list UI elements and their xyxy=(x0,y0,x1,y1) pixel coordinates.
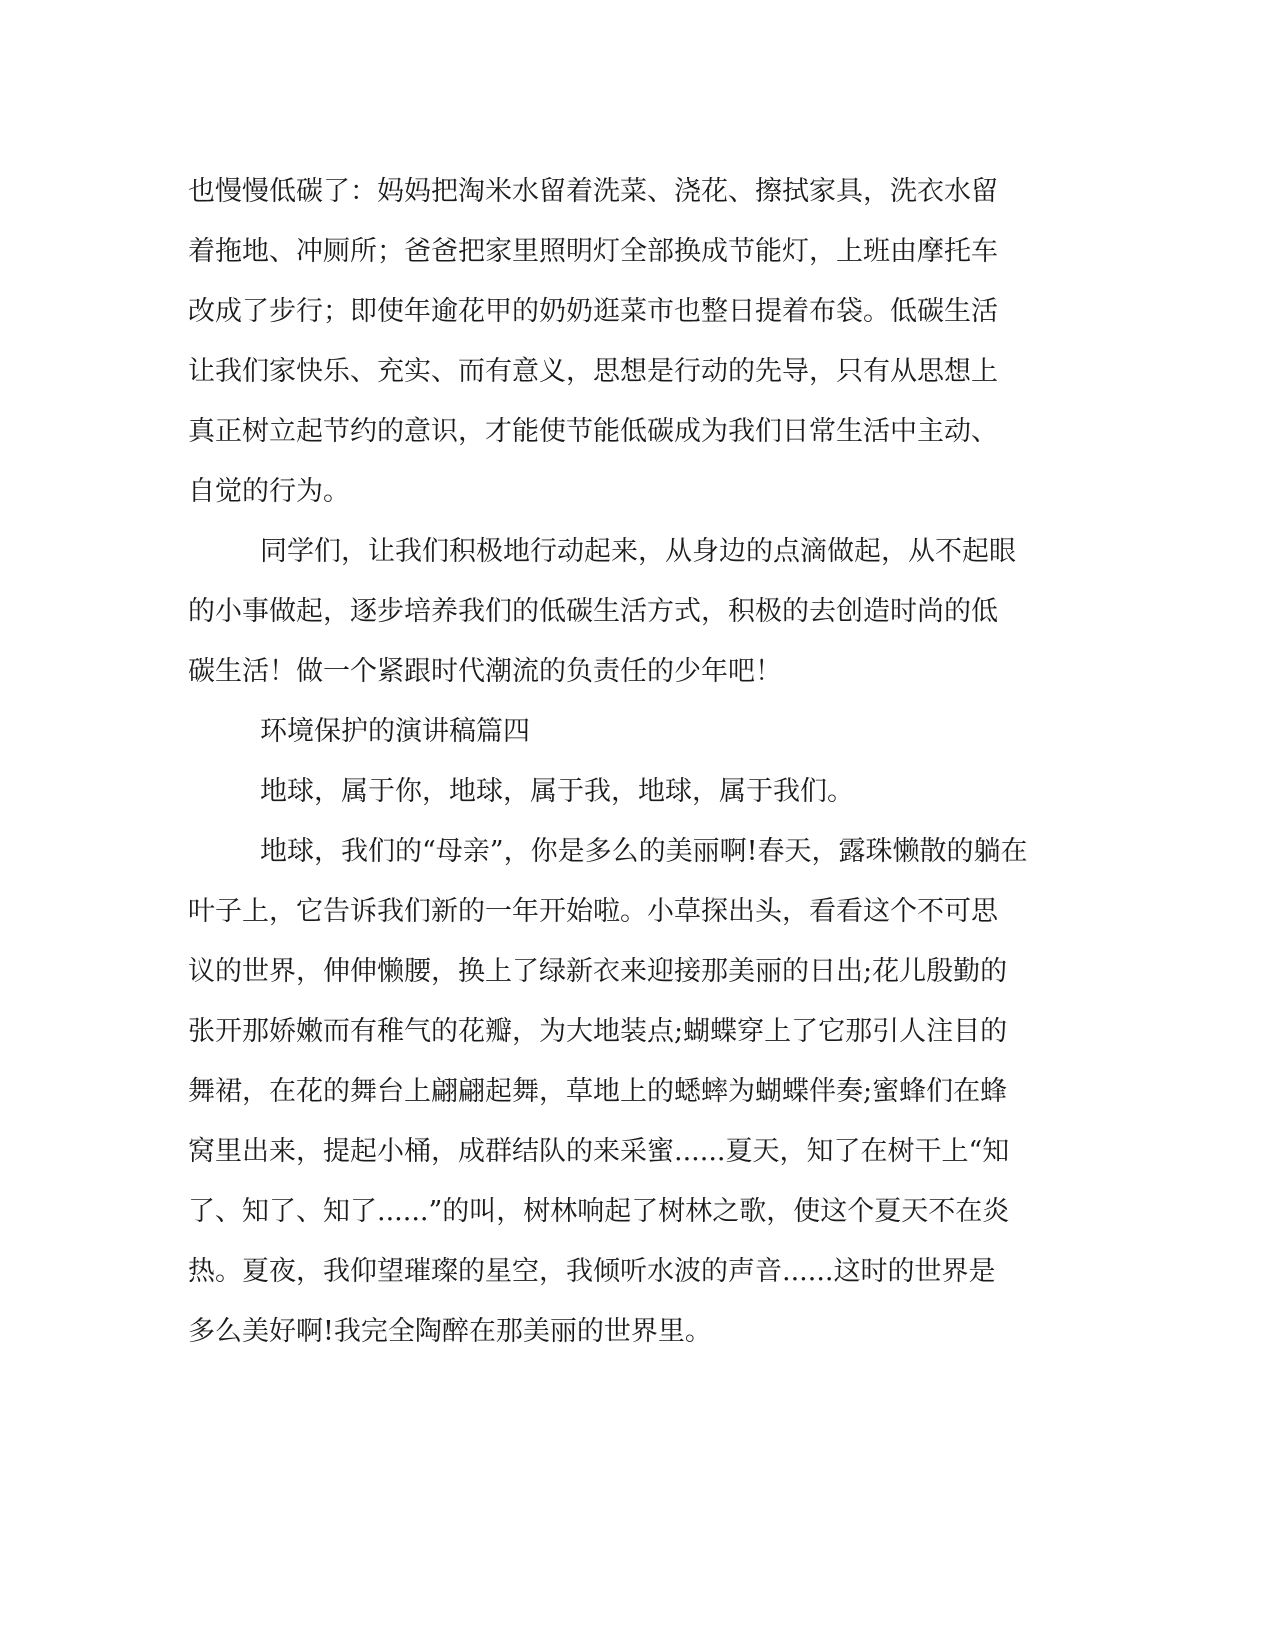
text-line: 了、知了、知了......”的叫，树林响起了树林之歌，使这个夏天不在炎 xyxy=(188,1196,1010,1227)
text-line: 地球，属于你，地球，属于我，地球，属于我们。 xyxy=(260,776,854,807)
text-line: 张开那娇嫩而有稚气的花瓣，为大地装点;蝴蝶穿上了它那引人注目的 xyxy=(188,1016,1008,1047)
text-line: 让我们家快乐、充实、而有意义，思想是行动的先导，只有从思想上 xyxy=(188,356,998,387)
text-line: 地球，我们的“母亲”，你是多么的美丽啊!春天，露珠懒散的躺在 xyxy=(260,836,1028,867)
text-line: 同学们，让我们积极地行动起来，从身边的点滴做起，从不起眼 xyxy=(260,536,1016,567)
text-line: 叶子上，它告诉我们新的一年开始啦。小草探出头，看看这个不可思 xyxy=(188,896,998,927)
text-line: 的小事做起，逐步培养我们的低碳生活方式，积极的去创造时尚的低 xyxy=(188,596,998,627)
text-line: 碳生活！做一个紧跟时代潮流的负责任的少年吧！ xyxy=(188,656,782,687)
section-heading xyxy=(188,702,1088,762)
paragraph-low-carbon-family xyxy=(188,162,1088,522)
paragraph-earth-belongs xyxy=(188,762,1088,822)
heading-text: 环境保护的演讲稿篇四 xyxy=(260,716,530,747)
text-line: 真正树立起节约的意识，才能使节能低碳成为我们日常生活中主动、 xyxy=(188,416,998,447)
text-line: 着拖地、冲厕所；爸爸把家里照明灯全部换成节能灯，上班由摩托车 xyxy=(188,236,998,267)
text-line: 舞裙，在花的舞台上翩翩起舞，草地上的蟋蟀为蝴蝶伴奏;蜜蜂们在蜂 xyxy=(188,1076,1008,1107)
text-line: 也慢慢低碳了：妈妈把淘米水留着洗菜、浇花、擦拭家具，洗衣水留 xyxy=(188,176,998,207)
text-line: 自觉的行为。 xyxy=(188,476,350,507)
text-line: 改成了步行；即使年逾花甲的奶奶逛菜市也整日提着布袋。低碳生活 xyxy=(188,296,998,327)
document-body xyxy=(188,162,1088,1362)
text-line: 热。夏夜，我仰望璀璨的星空，我倾听水波的声音......这时的世界是 xyxy=(188,1256,996,1287)
paragraph-earth-mother xyxy=(188,822,1088,1362)
text-line: 议的世界，伸伸懒腰，换上了绿新衣来迎接那美丽的日出;花儿殷勤的 xyxy=(188,956,1008,987)
text-line: 窝里出来，提起小桶，成群结队的来采蜜......夏天，知了在树干上“知 xyxy=(188,1136,1010,1167)
paragraph-call-to-action xyxy=(188,522,1088,702)
text-line: 多么美好啊!我完全陶醉在那美丽的世界里。 xyxy=(188,1316,712,1347)
